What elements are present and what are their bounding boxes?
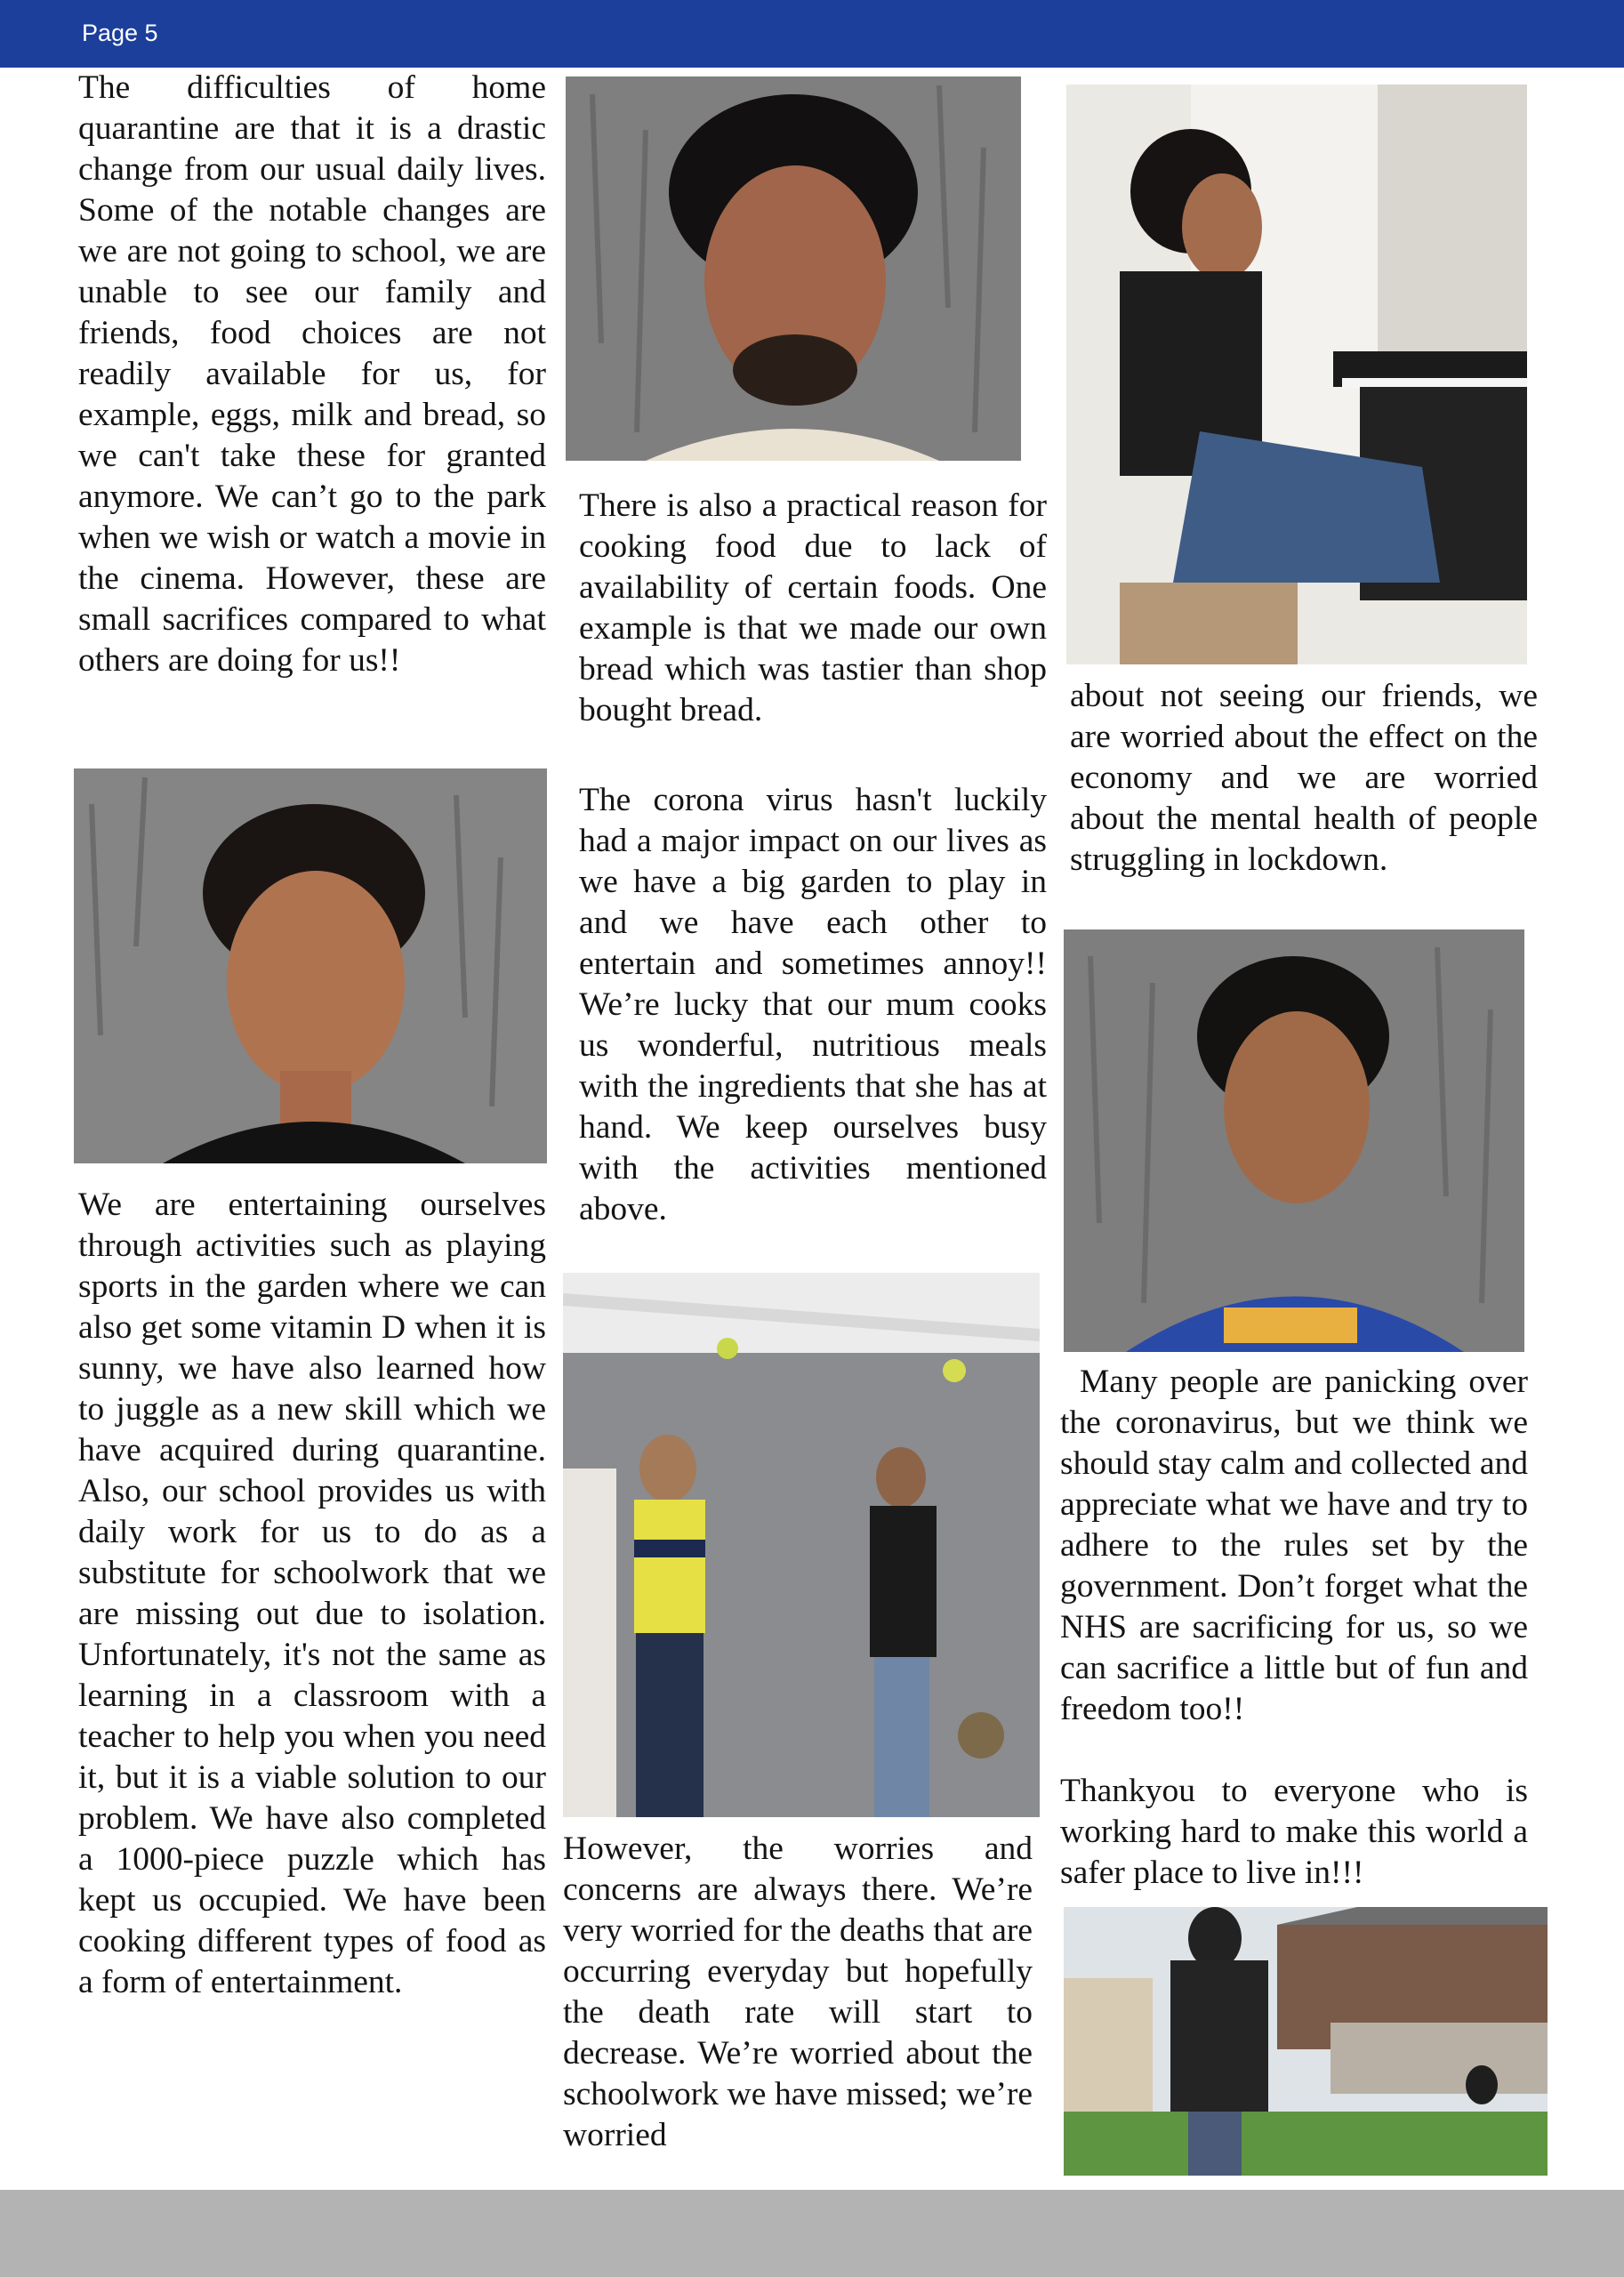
- portrait-photo-2: [74, 768, 547, 1163]
- paragraph-practical-reason: There is also a practical reason for cooking food due to lack of availability of certain foods. One example is that we made our own bread which was tastier than shop bought bread.: [579, 487, 1047, 728]
- paragraph-quarantine-difficulties: The difficulties of home quarantine are that it is a drastic change from our usual daily lives. Some of the notable changes are we are not going to school, we are unable to see our family and friends, food choices are not readily available for us, for example, eggs, milk and bread, so we can't take these for granted anymore. We can’t go to the park when we wish or watch a movie in the cinema. However, these are small sacrifices compared to what others are doing for us!!: [78, 69, 546, 679]
- page-footer: [0, 2190, 1624, 2277]
- juggling-photo: [563, 1273, 1040, 1817]
- page-number: Page 5: [82, 20, 158, 46]
- paragraph-panicking: Many people are panicking over the coronavirus, but we think we should stay calm and collected and appreciate what we have and try to adhere to the rules set by the government. Don’t forget what the NHS are sacrificing for us, so we can sacrifice a little but of fun and freedom too!!: [1060, 1364, 1528, 1727]
- paragraph-entertaining: We are entertaining ourselves through activities such as playing sports in the garden where we can also get some vitamin D when it is sunny, we have also learned how to juggle as a new skill which we have acquired during quarantine. Also, our school provides us with daily work for us to do as a substitute for schoolwork that we are missing out due to isolation. Unfortunately, it's not the same as learning in a classroom with a teacher to help you when you need it, but it is a viable solution to our problem. We have also completed a 1000-piece puzzle which has kept us occupied. We have been cooking different types of food as a form of entertainment.: [78, 1187, 546, 2000]
- paragraph-corona-impact: The corona virus hasn't luckily had a major impact on our lives as we have a big garden to play in and we have each other to entertain and sometimes annoy!! We’re lucky that our mum cooks us wonderful, nutritious meals with the ingredients that she has at hand. We keep ourselves busy with the activities mentioned above.: [579, 782, 1047, 1227]
- garden-photo: [1064, 1907, 1548, 2176]
- paragraph-worries: However, the worries and concerns are always there. We’re very worried for the deaths that are occurring everyday but hopefully the death rate will start to decrease. We’re worried about the schoolwork we have missed; we’re worried: [563, 1830, 1033, 2153]
- portrait-photo-1: [566, 76, 1021, 461]
- page-header: [0, 0, 1624, 68]
- piano-photo: [1066, 84, 1527, 664]
- portrait-photo-3: [1064, 929, 1524, 1352]
- paragraph-thankyou: Thankyou to everyone who is working hard to make this world a safer place to live in!!!: [1060, 1773, 1528, 1891]
- paragraph-friends-economy: about not seeing our friends, we are worried about the effect on the economy and we are worried about the mental health of people struggling in lockdown.: [1070, 678, 1538, 878]
